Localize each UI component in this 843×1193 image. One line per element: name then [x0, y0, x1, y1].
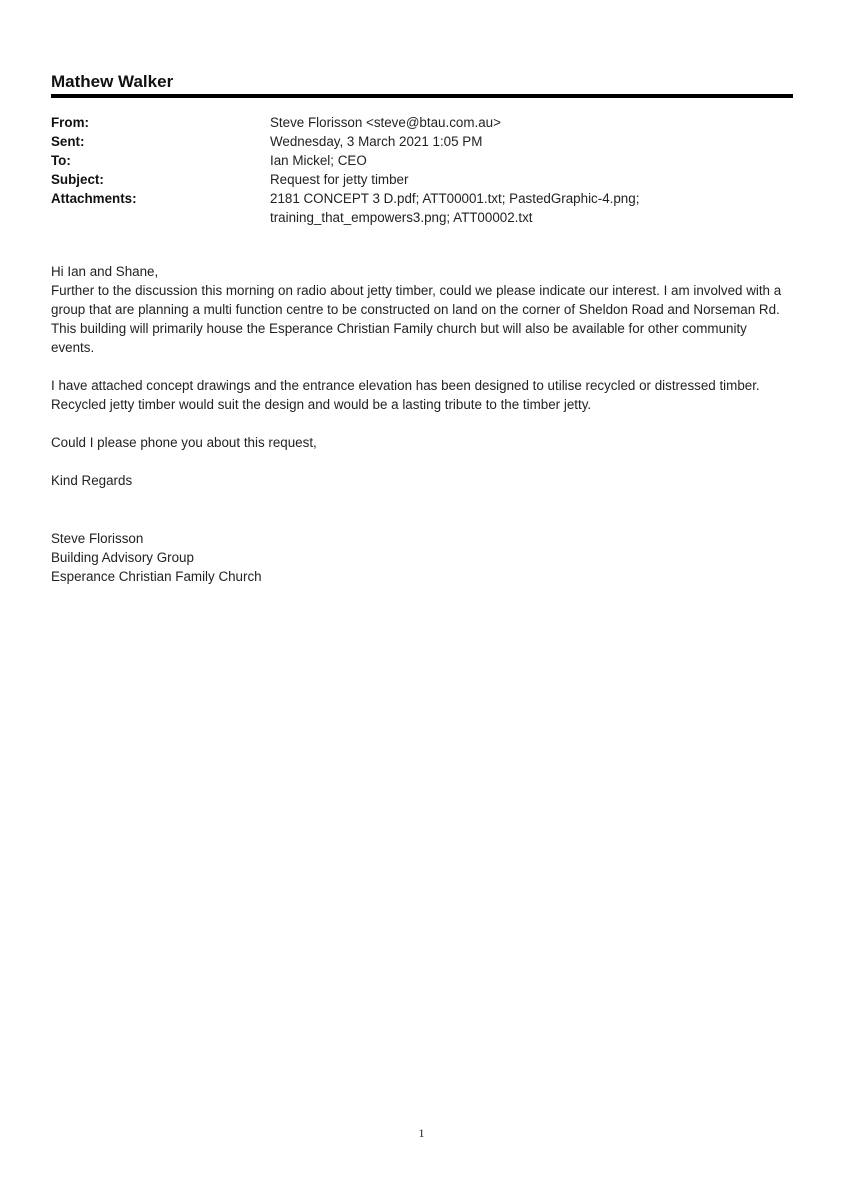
- body-paragraph-3: Could I please phone you about this request,: [51, 435, 317, 450]
- to-value: Ian Mickel; CEO: [270, 153, 367, 168]
- attachments-label: Attachments:: [51, 191, 137, 206]
- attachments-line-2: training_that_empowers3.png; ATT00002.txt: [270, 210, 533, 225]
- greeting: Hi Ian and Shane,: [51, 264, 159, 279]
- subject-value: Request for jetty timber: [270, 172, 409, 187]
- closing: Kind Regards: [51, 473, 133, 488]
- attachments-row: [51, 189, 793, 227]
- to-row: [51, 151, 793, 170]
- from-label: From:: [51, 115, 89, 130]
- page-number: 1: [418, 1126, 425, 1140]
- attachments-line-1: 2181 CONCEPT 3 D.pdf; ATT00001.txt; PastedGraphic-4.png;: [270, 191, 640, 206]
- email-header-block: [51, 113, 793, 227]
- sent-label: Sent:: [51, 134, 85, 149]
- sent-value: Wednesday, 3 March 2021 1:05 PM: [270, 134, 483, 149]
- mailbox-owner-name: Mathew Walker: [51, 72, 174, 91]
- subject-row: [51, 170, 793, 189]
- from-row: [51, 113, 793, 132]
- signature-group: Building Advisory Group: [51, 550, 194, 565]
- subject-label: Subject:: [51, 172, 104, 187]
- header-divider: [51, 94, 793, 98]
- attachments-value: [270, 189, 793, 227]
- email-body: [51, 262, 791, 509]
- signature-name: Steve Florisson: [51, 531, 144, 546]
- to-label: To:: [51, 153, 71, 168]
- body-paragraph-1: Further to the discussion this morning on radio about jetty timber, could we please indicate our interest. I am involved with a group that are planning a multi function centre to be constructed on land on the corner of Sheldon Road and Norseman Rd. This building will primarily house the Esperance Christian Family church but will also be available for other community events.: [51, 283, 782, 355]
- signature-block: [51, 529, 262, 586]
- signature-organisation: Esperance Christian Family Church: [51, 569, 262, 584]
- from-value: Steve Florisson <steve@btau.com.au>: [270, 115, 501, 130]
- body-paragraph-2: I have attached concept drawings and the entrance elevation has been designed to utilise recycled or distressed timber. Recycled jetty timber would suit the design and would be a lasting tribute to the timber jetty.: [51, 378, 760, 412]
- sent-row: [51, 132, 793, 151]
